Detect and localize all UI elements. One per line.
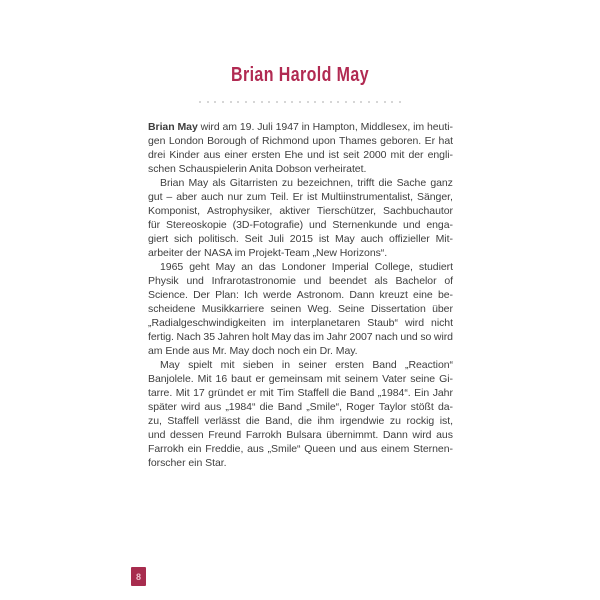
text-line: für Stereoskopie (3D-Fotografie) und Sternenkunde und enga-: [148, 219, 453, 231]
text-line: und dessen Freund Farrokh Bulsara übernimmt. Dann wird aus: [148, 429, 453, 441]
text-line: forscher ein Star.: [148, 457, 227, 469]
text-line: Banjolele. Mit 16 baut er gemeinsam mit seinem Vater seine Gi-: [148, 373, 453, 385]
paragraph: [148, 120, 453, 176]
divider-dot: [384, 101, 386, 103]
divider-dot: [353, 101, 355, 103]
divider-dot: [291, 101, 293, 103]
text-line: May spielt mit sieben in seiner ersten Band „Reaction“: [160, 359, 453, 371]
divider-dot: [245, 101, 247, 103]
text-line: drei Kinder aus einer ersten Ehe und ist seit 2000 mit der engli-: [148, 149, 453, 161]
body-text: [148, 120, 453, 470]
divider-dot: [214, 101, 216, 103]
text-line: fertig. Nach 35 Jahren holt May das im Jahr 2007 nach und so wird: [148, 331, 453, 343]
divider-dot: [307, 101, 309, 103]
divider-dot: [391, 101, 393, 103]
text-line: scheidene Musikkarriere seinen Weg. Seine Dissertation über: [148, 303, 453, 315]
text-line: später wird aus „1984“ die Band „Smile“, Roger Taylor stößt da-: [148, 401, 453, 413]
divider-dot: [337, 101, 339, 103]
divider-dot: [268, 101, 270, 103]
divider-dot: [253, 101, 255, 103]
divider-dot: [199, 101, 201, 103]
divider-dot: [330, 101, 332, 103]
text-line: Physik und Infrarotastronomie und beendet als Bachelor of: [148, 275, 453, 287]
text-line: 1965 geht May an das Londoner Imperial College, studiert: [160, 261, 453, 273]
divider-dot: [360, 101, 362, 103]
divider-dot: [376, 101, 378, 103]
text-line: giert sich politisch. Seit Juli 2015 ist May auch offizieller Mit-: [148, 233, 453, 245]
text-line: zu, Staffell verlässt die Band, die ihm irgendwie zu rockig ist,: [148, 415, 453, 427]
page-title: Brian Harold May: [231, 64, 369, 86]
text-line: gut – aber auch nur zum Teil. Er ist Multiinstrumentalist, Sänger,: [148, 191, 453, 203]
divider-dot: [345, 101, 347, 103]
page-number-badge: [131, 567, 146, 586]
divider-dot: [237, 101, 239, 103]
divider-dot: [399, 101, 401, 103]
text-line: am Ende aus Mr. May doch noch ein Dr. May.: [148, 345, 358, 357]
divider-dot: [284, 101, 286, 103]
divider-dot: [261, 101, 263, 103]
text-line: gen London Borough of Richmond upon Thames geboren. Er hat: [148, 135, 453, 147]
divider-dot: [230, 101, 232, 103]
divider-dot: [222, 101, 224, 103]
text-line: „Radialgeschwindigkeiten im interplanetaren Staub“ wird nicht: [148, 317, 453, 329]
text-line: Komponist, Astrophysiker, aktiver Tierschützer, Sachbuchautor: [148, 205, 453, 217]
divider-dot: [322, 101, 324, 103]
text-line: arbeiter der NASA im Projekt-Team „New Horizons“.: [148, 247, 388, 259]
title-divider-dots: [199, 100, 401, 103]
divider-dot: [276, 101, 278, 103]
paragraph: [148, 358, 453, 470]
paragraph: [148, 260, 453, 358]
paragraph: [148, 176, 453, 260]
text-line: Science. Der Plan: Ich werde Astronom. Dann kreuzt eine be-: [148, 289, 453, 301]
text-line: Brian May wird am 19. Juli 1947 in Hampton, Middlesex, im heuti-: [148, 121, 453, 133]
divider-dot: [299, 101, 301, 103]
divider-dot: [207, 101, 209, 103]
divider-dot: [314, 101, 316, 103]
page-number: 8: [135, 571, 141, 582]
text-line: Farrokh ein Freddie, aus „Smile“ Queen und aus einem Sternen-: [148, 443, 453, 455]
text-line: Brian May als Gitarristen zu bezeichnen, trifft die Sache ganz: [160, 177, 453, 189]
text-line: schen Schauspielerin Anita Dobson verheiratet.: [148, 163, 367, 175]
divider-dot: [368, 101, 370, 103]
text-line: tarre. Mit 17 gründet er mit Tim Staffell die Band „1984“. Ein Jahr: [148, 387, 453, 399]
